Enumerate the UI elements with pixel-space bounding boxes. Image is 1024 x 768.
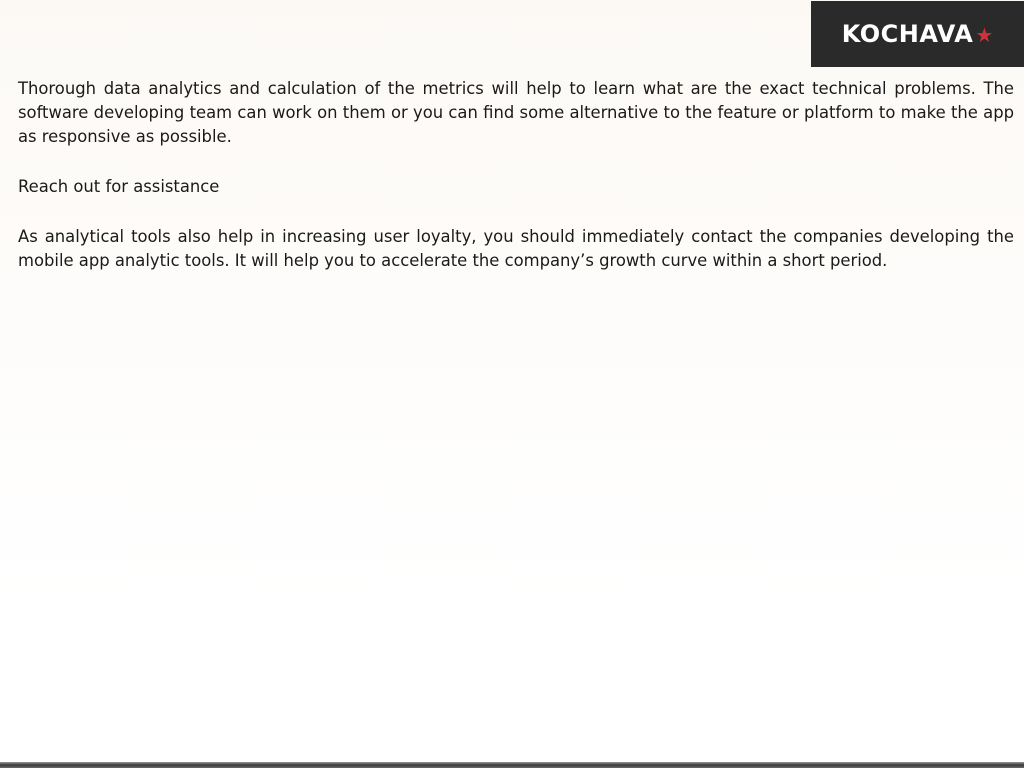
paragraph-technical-problems: Thorough data analytics and calculation of the metrics will help to learn what are the exact technical problems. The software developing team can work on them or you can find some alternative to the feature or platform to make the app as responsive as possible. — [18, 79, 1014, 146]
paragraph-assistance: As analytical tools also help in increasing user loyalty, you should immediately contact the companies developing the mobile app analytic tools. It will help you to accelerate the company’s growth curve within a short period. — [18, 227, 1014, 270]
star-icon: ★ — [975, 23, 994, 47]
section-heading: Reach out for assistance — [18, 177, 220, 196]
logo-text: KOCHAVA — [841, 20, 974, 48]
slide-content — [18, 77, 1014, 299]
bottom-divider — [0, 762, 1024, 768]
kochava-logo — [811, 1, 1024, 67]
